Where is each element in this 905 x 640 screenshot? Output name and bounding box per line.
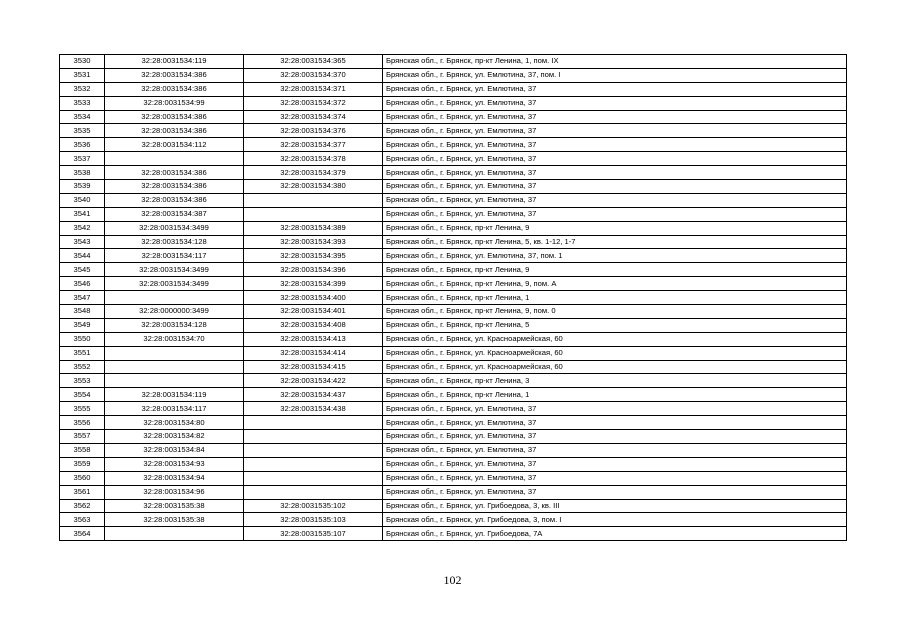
address-cell: Брянская обл., г. Брянск, ул. Емлютина, 37 xyxy=(383,138,847,152)
cadastral-number-cell xyxy=(244,430,383,444)
parent-cadastral-number-cell: 32:28:0031534:386 xyxy=(105,166,244,180)
parent-cadastral-number-cell xyxy=(105,527,244,541)
row-number-cell: 3531 xyxy=(60,68,105,82)
address-cell: Брянская обл., г. Брянск, ул. Емлютина, 37 xyxy=(383,96,847,110)
row-number-cell: 3551 xyxy=(60,346,105,360)
parent-cadastral-number-cell: 32:28:0031534:128 xyxy=(105,235,244,249)
row-number-cell: 3563 xyxy=(60,513,105,527)
cadastral-number-cell: 32:28:0031534:400 xyxy=(244,291,383,305)
parent-cadastral-number-cell xyxy=(105,346,244,360)
table-row xyxy=(60,68,847,82)
table-row xyxy=(60,221,847,235)
cadastral-number-cell: 32:28:0031534:374 xyxy=(244,110,383,124)
parent-cadastral-number-cell: 32:28:0031534:386 xyxy=(105,82,244,96)
row-number-cell: 3539 xyxy=(60,180,105,194)
parent-cadastral-number-cell: 32:28:0031534:3499 xyxy=(105,221,244,235)
parent-cadastral-number-cell: 32:28:0031534:386 xyxy=(105,110,244,124)
row-number-cell: 3535 xyxy=(60,124,105,138)
cadastral-number-cell: 32:28:0031535:103 xyxy=(244,513,383,527)
parent-cadastral-number-cell: 32:28:0031534:94 xyxy=(105,471,244,485)
cadastral-number-cell xyxy=(244,485,383,499)
address-cell: Брянская обл., г. Брянск, пр-кт Ленина, 9, пом. А xyxy=(383,277,847,291)
row-number-cell: 3537 xyxy=(60,152,105,166)
address-cell: Брянская обл., г. Брянск, ул. Емлютина, 37, пом. 1 xyxy=(383,249,847,263)
cadastral-number-cell: 32:28:0031534:415 xyxy=(244,360,383,374)
parent-cadastral-number-cell: 32:28:0031534:117 xyxy=(105,402,244,416)
parent-cadastral-number-cell: 32:28:0031534:386 xyxy=(105,68,244,82)
cadastral-number-cell: 32:28:0031534:389 xyxy=(244,221,383,235)
parent-cadastral-number-cell: 32:28:0031534:386 xyxy=(105,124,244,138)
address-cell: Брянская обл., г. Брянск, ул. Емлютина, 37 xyxy=(383,416,847,430)
address-cell: Брянская обл., г. Брянск, ул. Емлютина, 37 xyxy=(383,82,847,96)
cadastral-number-cell xyxy=(244,193,383,207)
address-cell: Брянская обл., г. Брянск, пр-кт Ленина, 9 xyxy=(383,221,847,235)
row-number-cell: 3542 xyxy=(60,221,105,235)
cadastral-number-cell: 32:28:0031534:399 xyxy=(244,277,383,291)
address-cell: Брянская обл., г. Брянск, ул. Емлютина, 37 xyxy=(383,402,847,416)
table-row xyxy=(60,443,847,457)
address-cell: Брянская обл., г. Брянск, ул. Красноармейская, 60 xyxy=(383,346,847,360)
parent-cadastral-number-cell: 32:28:0031534:80 xyxy=(105,416,244,430)
table-row xyxy=(60,96,847,110)
address-cell: Брянская обл., г. Брянск, ул. Емлютина, 37 xyxy=(383,471,847,485)
row-number-cell: 3553 xyxy=(60,374,105,388)
table-row xyxy=(60,124,847,138)
table-row xyxy=(60,82,847,96)
table-row xyxy=(60,166,847,180)
table-row xyxy=(60,235,847,249)
parent-cadastral-number-cell: 32:28:0031534:84 xyxy=(105,443,244,457)
address-cell: Брянская обл., г. Брянск, ул. Грибоедова, 3, пом. I xyxy=(383,513,847,527)
parent-cadastral-number-cell: 32:28:0031534:119 xyxy=(105,388,244,402)
cadastral-number-cell: 32:28:0031534:401 xyxy=(244,305,383,319)
parent-cadastral-number-cell xyxy=(105,152,244,166)
row-number-cell: 3561 xyxy=(60,485,105,499)
address-cell: Брянская обл., г. Брянск, ул. Емлютина, 37, пом. I xyxy=(383,68,847,82)
cadastral-number-cell: 32:28:0031534:378 xyxy=(244,152,383,166)
row-number-cell: 3549 xyxy=(60,318,105,332)
row-number-cell: 3541 xyxy=(60,207,105,221)
cadastral-number-cell xyxy=(244,416,383,430)
address-cell: Брянская обл., г. Брянск, пр-кт Ленина, 5, кв. 1-12, 1-7 xyxy=(383,235,847,249)
table-row xyxy=(60,110,847,124)
table-row xyxy=(60,249,847,263)
cadastral-number-cell: 32:28:0031534:396 xyxy=(244,263,383,277)
parent-cadastral-number-cell: 32:28:0031534:112 xyxy=(105,138,244,152)
table-row xyxy=(60,138,847,152)
row-number-cell: 3564 xyxy=(60,527,105,541)
row-number-cell: 3534 xyxy=(60,110,105,124)
address-cell: Брянская обл., г. Брянск, пр-кт Ленина, 1 xyxy=(383,388,847,402)
cadastral-number-cell: 32:28:0031535:102 xyxy=(244,499,383,513)
row-number-cell: 3547 xyxy=(60,291,105,305)
address-cell: Брянская обл., г. Брянск, ул. Емлютина, 37 xyxy=(383,110,847,124)
parent-cadastral-number-cell: 32:28:0031535:38 xyxy=(105,499,244,513)
row-number-cell: 3560 xyxy=(60,471,105,485)
address-cell: Брянская обл., г. Брянск, ул. Емлютина, 37 xyxy=(383,457,847,471)
table-row xyxy=(60,388,847,402)
table-row xyxy=(60,471,847,485)
cadastral-number-cell: 32:28:0031534:414 xyxy=(244,346,383,360)
cadastral-number-cell: 32:28:0031534:408 xyxy=(244,318,383,332)
parent-cadastral-number-cell: 32:28:0031535:38 xyxy=(105,513,244,527)
cadastral-number-cell: 32:28:0031534:438 xyxy=(244,402,383,416)
row-number-cell: 3554 xyxy=(60,388,105,402)
table-row xyxy=(60,180,847,194)
parent-cadastral-number-cell xyxy=(105,374,244,388)
row-number-cell: 3530 xyxy=(60,55,105,69)
table-row xyxy=(60,402,847,416)
parent-cadastral-number-cell: 32:28:0031534:3499 xyxy=(105,263,244,277)
row-number-cell: 3552 xyxy=(60,360,105,374)
parent-cadastral-number-cell xyxy=(105,291,244,305)
row-number-cell: 3558 xyxy=(60,443,105,457)
cadastral-number-cell: 32:28:0031534:365 xyxy=(244,55,383,69)
cadastral-number-cell: 32:28:0031534:422 xyxy=(244,374,383,388)
table-row xyxy=(60,263,847,277)
address-cell: Брянская обл., г. Брянск, ул. Емлютина, 37 xyxy=(383,180,847,194)
parent-cadastral-number-cell: 32:28:0031534:386 xyxy=(105,180,244,194)
row-number-cell: 3555 xyxy=(60,402,105,416)
address-cell: Брянская обл., г. Брянск, ул. Емлютина, 37 xyxy=(383,485,847,499)
address-cell: Брянская обл., г. Брянск, пр-кт Ленина, 3 xyxy=(383,374,847,388)
table-row xyxy=(60,374,847,388)
parent-cadastral-number-cell: 32:28:0031534:387 xyxy=(105,207,244,221)
address-cell: Брянская обл., г. Брянск, пр-кт Ленина, 5 xyxy=(383,318,847,332)
table-row xyxy=(60,360,847,374)
table-row xyxy=(60,193,847,207)
parent-cadastral-number-cell: 32:28:0031534:96 xyxy=(105,485,244,499)
address-cell: Брянская обл., г. Брянск, ул. Емлютина, 37 xyxy=(383,152,847,166)
parent-cadastral-number-cell xyxy=(105,360,244,374)
table-row xyxy=(60,152,847,166)
address-cell: Брянская обл., г. Брянск, ул. Грибоедова, 3, кв. III xyxy=(383,499,847,513)
address-cell: Брянская обл., г. Брянск, пр-кт Ленина, 9, пом. 0 xyxy=(383,305,847,319)
table-row xyxy=(60,416,847,430)
table-row xyxy=(60,55,847,69)
address-cell: Брянская обл., г. Брянск, ул. Емлютина, 37 xyxy=(383,193,847,207)
row-number-cell: 3557 xyxy=(60,430,105,444)
cadastral-number-cell: 32:28:0031534:371 xyxy=(244,82,383,96)
table-row xyxy=(60,499,847,513)
row-number-cell: 3545 xyxy=(60,263,105,277)
row-number-cell: 3550 xyxy=(60,332,105,346)
table-row xyxy=(60,318,847,332)
parent-cadastral-number-cell: 32:28:0031534:93 xyxy=(105,457,244,471)
parent-cadastral-number-cell: 32:28:0031534:117 xyxy=(105,249,244,263)
cadastral-number-cell: 32:28:0031534:370 xyxy=(244,68,383,82)
row-number-cell: 3532 xyxy=(60,82,105,96)
cadastral-number-cell xyxy=(244,457,383,471)
table-row xyxy=(60,332,847,346)
parent-cadastral-number-cell: 32:28:0031534:82 xyxy=(105,430,244,444)
table-row xyxy=(60,207,847,221)
address-cell: Брянская обл., г. Брянск, пр-кт Ленина, 1 xyxy=(383,291,847,305)
table-row xyxy=(60,277,847,291)
row-number-cell: 3536 xyxy=(60,138,105,152)
cadastral-number-cell: 32:28:0031535:107 xyxy=(244,527,383,541)
cadastral-number-cell: 32:28:0031534:437 xyxy=(244,388,383,402)
address-cell: Брянская обл., г. Брянск, ул. Емлютина, 37 xyxy=(383,430,847,444)
page-number: 102 xyxy=(443,573,462,587)
cadastral-number-cell: 32:28:0031534:376 xyxy=(244,124,383,138)
table-row xyxy=(60,485,847,499)
cadastral-number-cell: 32:28:0031534:395 xyxy=(244,249,383,263)
row-number-cell: 3533 xyxy=(60,96,105,110)
cadastral-number-cell: 32:28:0031534:380 xyxy=(244,180,383,194)
address-cell: Брянская обл., г. Брянск, ул. Красноармейская, 60 xyxy=(383,360,847,374)
parent-cadastral-number-cell: 32:28:0031534:386 xyxy=(105,193,244,207)
row-number-cell: 3538 xyxy=(60,166,105,180)
address-cell: Брянская обл., г. Брянск, пр-кт Ленина, 9 xyxy=(383,263,847,277)
row-number-cell: 3543 xyxy=(60,235,105,249)
address-cell: Брянская обл., г. Брянск, ул. Емлютина, 37 xyxy=(383,124,847,138)
table-row xyxy=(60,305,847,319)
row-number-cell: 3559 xyxy=(60,457,105,471)
cadastral-number-cell: 32:28:0031534:413 xyxy=(244,332,383,346)
cadastral-number-cell xyxy=(244,443,383,457)
parent-cadastral-number-cell: 32:28:0031534:70 xyxy=(105,332,244,346)
table-row xyxy=(60,513,847,527)
cadastral-number-cell: 32:28:0031534:393 xyxy=(244,235,383,249)
cadastral-number-cell: 32:28:0031534:372 xyxy=(244,96,383,110)
cadastral-number-cell xyxy=(244,471,383,485)
row-number-cell: 3540 xyxy=(60,193,105,207)
row-number-cell: 3562 xyxy=(60,499,105,513)
row-number-cell: 3544 xyxy=(60,249,105,263)
row-number-cell: 3556 xyxy=(60,416,105,430)
row-number-cell: 3548 xyxy=(60,305,105,319)
address-cell: Брянская обл., г. Брянск, ул. Емлютина, 37 xyxy=(383,207,847,221)
table-row xyxy=(60,346,847,360)
address-cell: Брянская обл., г. Брянск, ул. Емлютина, 37 xyxy=(383,166,847,180)
table-row xyxy=(60,527,847,541)
address-cell: Брянская обл., г. Брянск, пр-кт Ленина, 1, пом. IX xyxy=(383,55,847,69)
table-row xyxy=(60,430,847,444)
parent-cadastral-number-cell: 32:28:0031534:3499 xyxy=(105,277,244,291)
cadastral-number-cell xyxy=(244,207,383,221)
table-row xyxy=(60,457,847,471)
parent-cadastral-number-cell: 32:28:0000000:3499 xyxy=(105,305,244,319)
address-cell: Брянская обл., г. Брянск, ул. Красноармейская, 60 xyxy=(383,332,847,346)
parent-cadastral-number-cell: 32:28:0031534:128 xyxy=(105,318,244,332)
registry-table xyxy=(59,54,847,541)
table-row xyxy=(60,291,847,305)
cadastral-number-cell: 32:28:0031534:377 xyxy=(244,138,383,152)
parent-cadastral-number-cell: 32:28:0031534:99 xyxy=(105,96,244,110)
row-number-cell: 3546 xyxy=(60,277,105,291)
parent-cadastral-number-cell: 32:28:0031534:119 xyxy=(105,55,244,69)
address-cell: Брянская обл., г. Брянск, ул. Емлютина, 37 xyxy=(383,443,847,457)
cadastral-number-cell: 32:28:0031534:379 xyxy=(244,166,383,180)
address-cell: Брянская обл., г. Брянск, ул. Грибоедова, 7А xyxy=(383,527,847,541)
registry-table-body xyxy=(60,55,847,541)
